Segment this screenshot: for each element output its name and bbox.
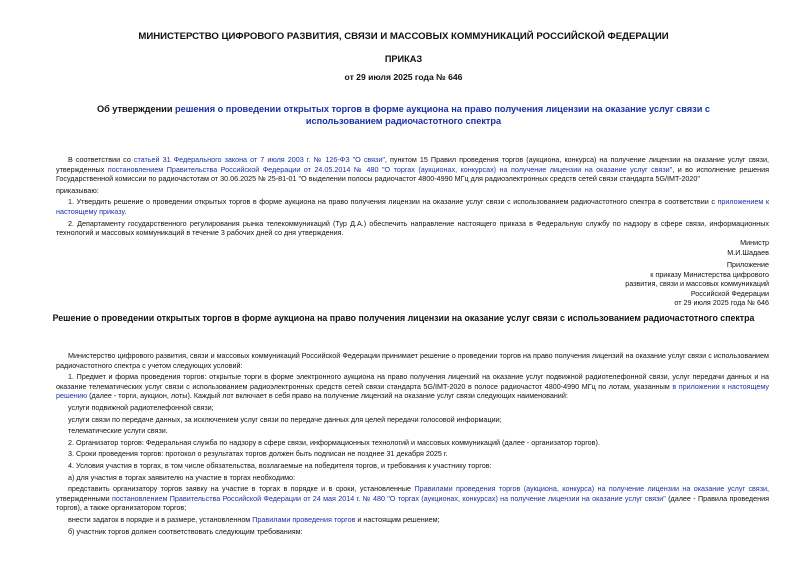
service-item-2: услуги связи по передаче данных, за исключением услуг связи по передаче данных для целей передачи голосовой информации;: [68, 414, 502, 424]
service-item-1: услуги подвижной радиотелефонной связи;: [68, 402, 214, 412]
appendix-line-2: к приказу Министерства цифрового: [650, 269, 769, 279]
order-title: [70, 103, 737, 127]
auction-rules-link-2[interactable]: Правилами проведения торгов: [252, 514, 356, 524]
appendix-line-1: Приложение: [726, 260, 769, 269]
auction-rules-link[interactable]: Правилами проведения торгов (аукциона, конкурса) на получение лицензии на оказание услуг связи: [414, 484, 767, 494]
decision-appendix-link[interactable]: в приложении к настоящему решению: [56, 381, 769, 401]
decision-title: Решение о проведении открытых торгов в форме аукциона на право получения лицензии на оказание услуг связи с использованием радиочастотного спектра: [52, 313, 755, 323]
order-title-prefix: Об утверждении: [96, 104, 176, 114]
decision-item-4a-1-text-2: , утвержденными: [56, 484, 769, 503]
decision-item-4a-2-text: внести задаток в порядке и в размере, установленном: [68, 514, 253, 524]
order-title-link[interactable]: решения о проведении открытых торгов в форме аукциона на право получения лицензии на оказание услуг связи с использованием радиочастотного спектра: [175, 104, 711, 126]
appendix-line-5: от 29 июля 2025 года № 646: [674, 298, 769, 308]
order-item-1-end: .: [124, 206, 127, 216]
decision-item-3: 3. Сроки проведения торгов: протокол о результатах торгов должен быть подписан не позднее 31 декабря 2025 г.: [68, 449, 448, 459]
decision-item-1: [56, 372, 769, 401]
decision-item-4a-2: [56, 515, 769, 525]
decision-item-4a-1-end: (далее - Правила проведения торгов), а также организатором торгов;: [56, 493, 769, 513]
ministry-heading: МИНИСТЕРСТВО ЦИФРОВОГО РАЗВИТИЯ, СВЯЗИ И МАССОВЫХ КОММУНИКАЦИЙ РОССИЙСКОЙ ФЕДЕРАЦИИ: [138, 31, 669, 42]
signer-name: М.И.Шадаев: [727, 247, 769, 257]
appendix-block: [625, 260, 769, 308]
order-body: [56, 155, 769, 240]
decision-item-4a: а) для участия в торгах заявителю на участие в торгах необходимо:: [68, 472, 296, 482]
decision-item-1-end: (далее - торги, аукцион, лоты). Каждый лот включает в себя право на получение лицензий на оказание услуг связи следующих наименований:: [87, 391, 568, 401]
preamble-text-2: , пунктом 15 Правил проведения торгов (аукциона, конкурса) на получение лицензии на оказание услуг связи, утвержденных: [56, 155, 769, 174]
order-word: приказываю:: [56, 185, 99, 195]
decision-item-4b: б) участник торгов должен соответствовать следующим требованиям:: [68, 526, 303, 536]
decision-item-2: 2. Организатор торгов: Федеральная служба по надзору в сфере связи, информационных технологий и массовых коммуникаций (далее - организатор торгов).: [68, 437, 600, 447]
preamble-paragraph: [56, 155, 769, 184]
law-126-link[interactable]: статьей 31 Федерального закона от 7 июля 2003 г. № 126-ФЗ "О связи": [133, 155, 385, 164]
resolution-480-link[interactable]: постановлением Правительства Российской Федерации от 24.05.2014 № 480 "О торгах (аукционах, конкурсах) на получение лицензии на оказание услуг связи": [107, 164, 673, 174]
resolution-480-link-2[interactable]: постановлением Правительства Российской Федерации от 24 мая 2014 г. № 480 "О торгах (аукционах, конкурсах) на получение лицензии на оказание услуг связи": [112, 493, 666, 503]
order-item-1: [56, 197, 769, 216]
decision-item-4a-2-end: и настоящим решением;: [355, 514, 440, 524]
preamble-text-1: В соответствии со: [68, 155, 134, 164]
doc-date-number: от 29 июля 2025 года № 646: [344, 72, 463, 82]
signer-position: Министр: [740, 238, 769, 247]
decision-item-1-text: 1. Предмет и форма проведения торгов: открытые торги в форме электронного аукциона на право получения лицензий на оказание услуг подвижной радиотелефонной связи, услуг передачи данных и на оказание телематических услуг связи с использованием радиоэлектронных средств сетей связи стандарта 5G/IMT-2020 в полосе радиочастот 4800-4990 МГц по лотам, указанным: [56, 372, 769, 391]
order-item-1-text: 1. Утвердить решение о проведении открытых торгов в форме аукциона на право получения лицензии на оказание услуг связи с использованием радиочастотного спектра в соответствии с: [68, 197, 718, 207]
service-item-3: телематические услуги связи.: [68, 426, 168, 436]
doc-type-heading: ПРИКАЗ: [384, 54, 423, 64]
decision-intro: Министерство цифрового развития, связи и массовых коммуникаций Российской Федерации принимает решение о проведении торгов на право получения лицензий на оказание услуг связи с использованием радиочастотного спектра с учетом следующих условий:: [56, 351, 769, 370]
appendix-line-4: Российской Федерации: [690, 288, 769, 298]
decision-item-4: 4. Условия участия в торгах, в том числе обязательства, возлагаемые на победителя торгов, и требования к участнику торгов:: [68, 460, 492, 470]
decision-item-4a-1-text: представить организатору торгов заявку на участие в торгах в порядке и в сроки, установленные: [68, 484, 415, 494]
preamble-text-3: , и во исполнение решения Государственной комиссии по радиочастотам от 30.06.2025 № 25-81-01 "О выделении полосы радиочастот 4800-4990 МГц для радиоэлектронных средств сетей связи стандарта 5G/IMT-2020": [56, 164, 769, 184]
order-item-2: 2. Департаменту государственного регулирования рынка телекоммуникаций (Тур Д.А.) обеспечить направление настоящего приказа в Федеральную службу по надзору в сфере связи, информационных технологий и массовых коммуникаций в течение 3 рабочих дней со дня утверждения.: [56, 218, 769, 238]
appendix-line-3: развития, связи и массовых коммуникаций: [625, 279, 769, 289]
appendix-link[interactable]: приложением к настоящему приказу: [56, 197, 770, 216]
decision-body: [56, 351, 769, 538]
decision-item-4a-1: [56, 484, 769, 513]
signature-block: [727, 238, 769, 257]
